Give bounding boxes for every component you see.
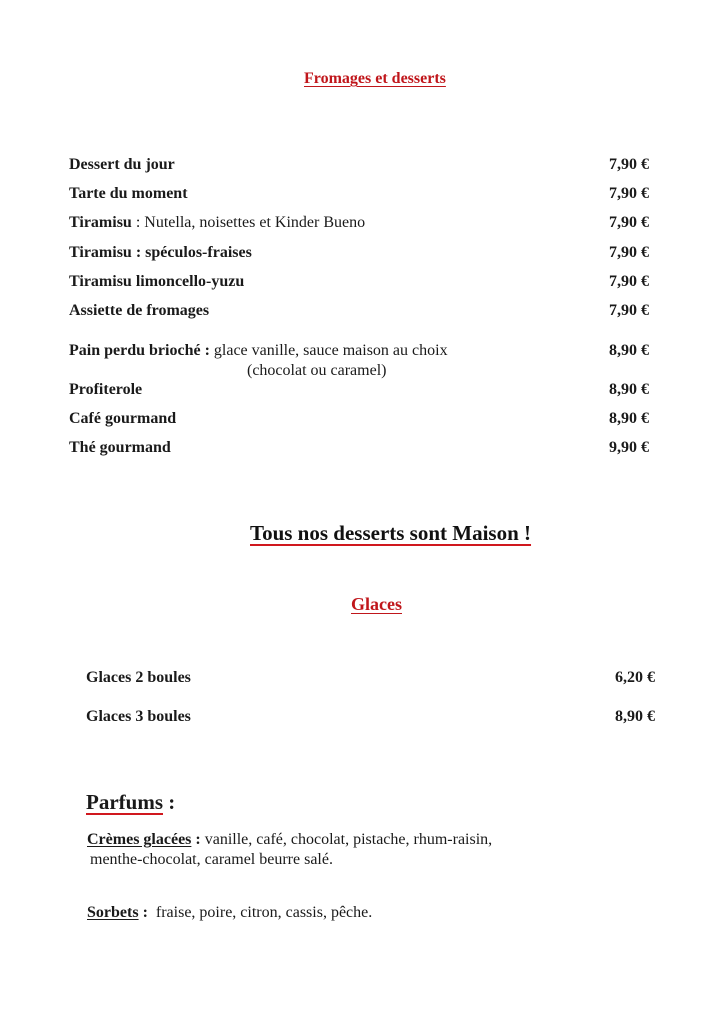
glace-item-2-boules [86,668,655,688]
sorbets-block [87,903,547,923]
tagline: Tous nos desserts sont Maison ! [250,521,532,545]
menu-item-tiramisu-limoncello [69,272,649,292]
menu-item-tiramisu-speculos [69,243,649,263]
item-price: 7,90 € [609,185,649,202]
menu-item-assiette-fromages [69,301,649,321]
item-description: glace vanille, sauce maison au choix [213,342,448,359]
item-separator: : [131,214,145,231]
item-price: 8,90 € [609,342,649,359]
item-price: 6,20 € [615,669,655,686]
page-title: Fromages et desserts [304,70,446,87]
cremes-glacees-list-line2: menthe-chocolat, caramel beurre salé. [90,851,333,868]
glaces-title: Glaces [351,594,402,614]
parfums-title [86,790,175,815]
sorbets-label: Sorbets [87,904,139,921]
item-name: Thé gourmand [69,439,171,456]
cremes-glacees-colon: : [191,831,205,848]
item-description-line2: (chocolat ou caramel) [247,362,387,379]
item-name: Tarte du moment [69,185,188,202]
cremes-glacees-label: Crèmes glacées [87,831,192,848]
item-price: 7,90 € [609,302,649,319]
parfums-title-text: Parfums [86,790,163,814]
menu-item-tiramisu-nutella [69,213,649,233]
item-name: Tiramisu : spéculos-fraises [69,244,252,261]
menu-item-profiterole [69,380,649,400]
item-description: Nutella, noisettes et Kinder Bueno [144,214,366,231]
item-price: 7,90 € [609,273,649,290]
menu-item-pain-perdu [69,341,649,381]
item-price: 9,90 € [609,439,649,456]
sorbets-list: fraise, poire, citron, cassis, pêche. [155,904,373,921]
item-name: Glaces 3 boules [86,708,191,725]
item-price: 7,90 € [609,214,649,231]
menu-item-cafe-gourmand [69,409,649,429]
menu-item-the-gourmand [69,438,649,458]
item-price: 8,90 € [609,381,649,398]
glace-item-3-boules [86,707,655,727]
item-price: 7,90 € [609,156,649,173]
item-name: Profiterole [69,381,143,398]
item-name: Assiette de fromages [69,302,210,319]
menu-item-dessert-du-jour [69,155,649,175]
item-price: 8,90 € [609,410,649,427]
item-price: 7,90 € [609,244,649,261]
parfums-title-suffix: : [163,790,176,814]
cremes-glacees-list-line1: vanille, café, chocolat, pistache, rhum-raisin, [204,831,493,848]
item-name: Tiramisu limoncello-yuzu [69,273,245,290]
item-name: Pain perdu brioché : [69,342,214,359]
item-name: Glaces 2 boules [86,669,191,686]
cremes-glacees-block [87,830,547,870]
sorbets-colon: : [138,904,156,921]
item-name: Café gourmand [69,410,177,427]
item-name: Dessert du jour [69,156,175,173]
item-name: Tiramisu [69,214,132,231]
item-price: 8,90 € [615,708,655,725]
menu-item-tarte-du-moment [69,184,649,204]
